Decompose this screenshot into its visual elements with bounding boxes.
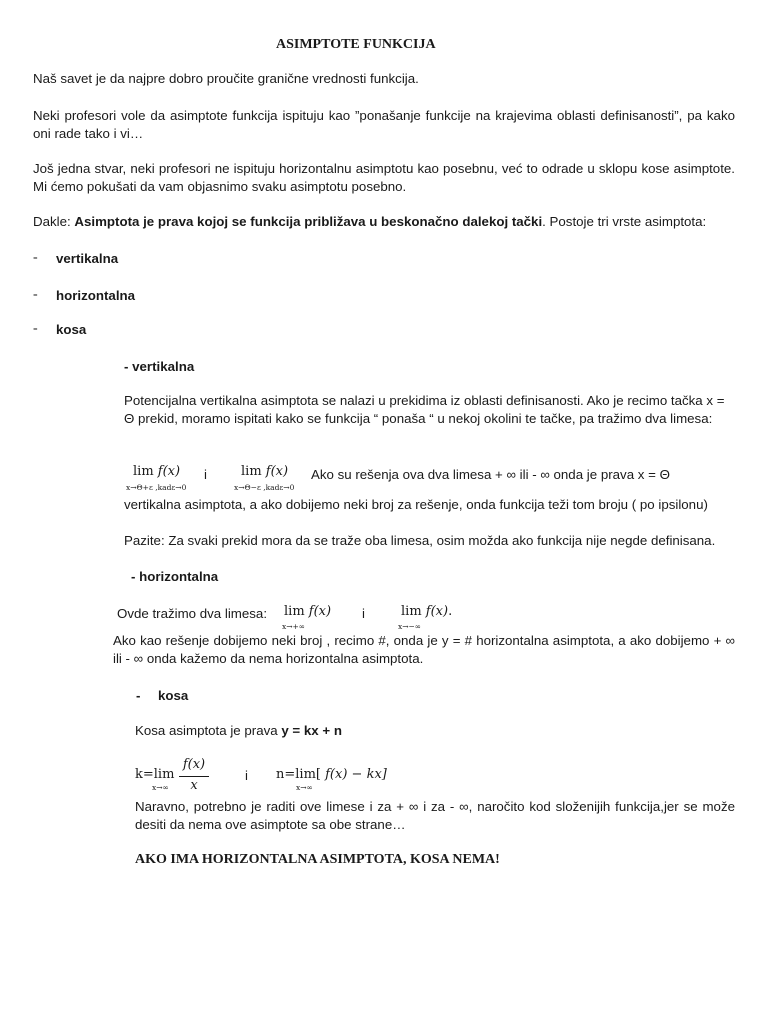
vertical-note: Pazite: Za svaki prekid mora da se traže oba limesa, osim možda ako funkcija nije negde definisana.: [124, 533, 716, 548]
section-heading-vertikalna: - vertikalna: [124, 359, 195, 374]
list-dash-3: -: [33, 321, 38, 336]
paragraph-definition: [33, 213, 735, 232]
list-dash-1: -: [33, 250, 38, 265]
oblique-k-numerator: f(x): [182, 757, 206, 772]
vertical-limit-right: lim f(x): [133, 464, 181, 479]
horizontal-limit-plus: lim f(x): [284, 604, 332, 619]
oblique-conclusion: AKO IMA HORIZONTALNA ASIMPTOTA, KOSA NEMA!: [135, 852, 500, 867]
vertical-limit-left: lim f(x): [241, 464, 289, 479]
paragraph-professors: Neki profesori vole da asimptote funkcija ispituju kao ”ponašanje funkcije na krajevima oblasti definisanosti”, pa kako oni rade tako i vi…: [33, 108, 735, 141]
vertical-after-text: Ako su rešenja ova dva limesa + ∞ ili - ∞ onda je prava x = Θ: [311, 467, 670, 482]
list-item-kosa: kosa: [56, 322, 87, 337]
vertical-text: Potencijalna vertikalna asimptota se nalazi u prekidima iz oblasti definisanosti. Ako je recimo tačka x = Θ prekid, moramo ispitati kako se funkcija “ ponaša “ u nekoj okolini te tačke, pa tražimo dva limesa:: [124, 393, 725, 426]
vertical-and: i: [204, 467, 207, 482]
page-title: ASIMPTOTE FUNKCIJA: [276, 37, 436, 52]
horizontal-text: Ako kao rešenje dobijemo neki broj , recimo #, onda je y = # horizontalna asimptota, a ako dobijemo + ∞ ili - ∞ onda kažemo da nema horizontalna asimptota.: [113, 633, 735, 666]
list-dash-2: -: [33, 287, 38, 302]
vertical-line2: vertikalna asimptota, a ako dobijemo neki broj za rešenje, onda funkcija teži tom broju ( po ipsilonu): [124, 497, 708, 512]
oblique-k-denominator: x: [190, 778, 198, 793]
list-item-horizontalna: horizontalna: [56, 288, 136, 303]
oblique-formula: y = kx + n: [281, 723, 342, 738]
definition-bold: Asimptota je prava kojoj se funkcija približava u beskonačno dalekoj tački: [74, 214, 543, 229]
paragraph-note: Još jedna stvar, neki profesori ne ispituju horizontalnu asimptotu kao posebnu, već to odrade u sklopu kose asimptote. Mi ćemo pokušati da vam objasnimo svaku asimptotu posebno.: [33, 161, 735, 194]
definition-suffix: . Postoje tri vrste asimptota:: [542, 214, 707, 229]
oblique-k-fraction-line: [179, 776, 209, 777]
vertical-limit-right-sub: x→Θ+ε ,kadε→0: [126, 483, 187, 492]
oblique-dash: -: [136, 688, 141, 703]
section-heading-horizontalna: - horizontalna: [131, 569, 219, 584]
oblique-text: Naravno, potrebno je raditi ove limese i za + ∞ i za - ∞, naročito kod složenijih funkcija,jer se može desiti da nema ove asimptote sa obe strane…: [135, 799, 735, 832]
horizontal-intro: Ovde tražimo dva limesa:: [117, 606, 268, 621]
oblique-intro: Kosa asimptota je prava y = kx + n: [135, 723, 342, 738]
oblique-and: i: [245, 768, 248, 783]
list-item-vertikalna: vertikalna: [56, 251, 119, 266]
paragraph-intro: Naš savet je da najpre dobro proučite granične vrednosti funkcija.: [33, 71, 419, 86]
section-heading-kosa: kosa: [158, 688, 189, 703]
horizontal-limit-minus: lim f(x).: [401, 604, 453, 619]
definition-prefix: Dakle:: [33, 214, 75, 229]
vertical-limit-left-sub: x→Θ−ε ,kadε→0: [234, 483, 295, 492]
oblique-n-formula: n=lim[ f(x) − kx]: [276, 767, 387, 782]
oblique-k-sub: x→∞: [152, 783, 169, 792]
horizontal-and: i: [362, 606, 365, 621]
horizontal-limit-minus-sub: x→−∞: [398, 622, 422, 631]
oblique-k-lim: k=lim: [135, 767, 175, 782]
oblique-n-sub: x→∞: [296, 783, 313, 792]
horizontal-limit-plus-sub: x→+∞: [282, 622, 306, 631]
